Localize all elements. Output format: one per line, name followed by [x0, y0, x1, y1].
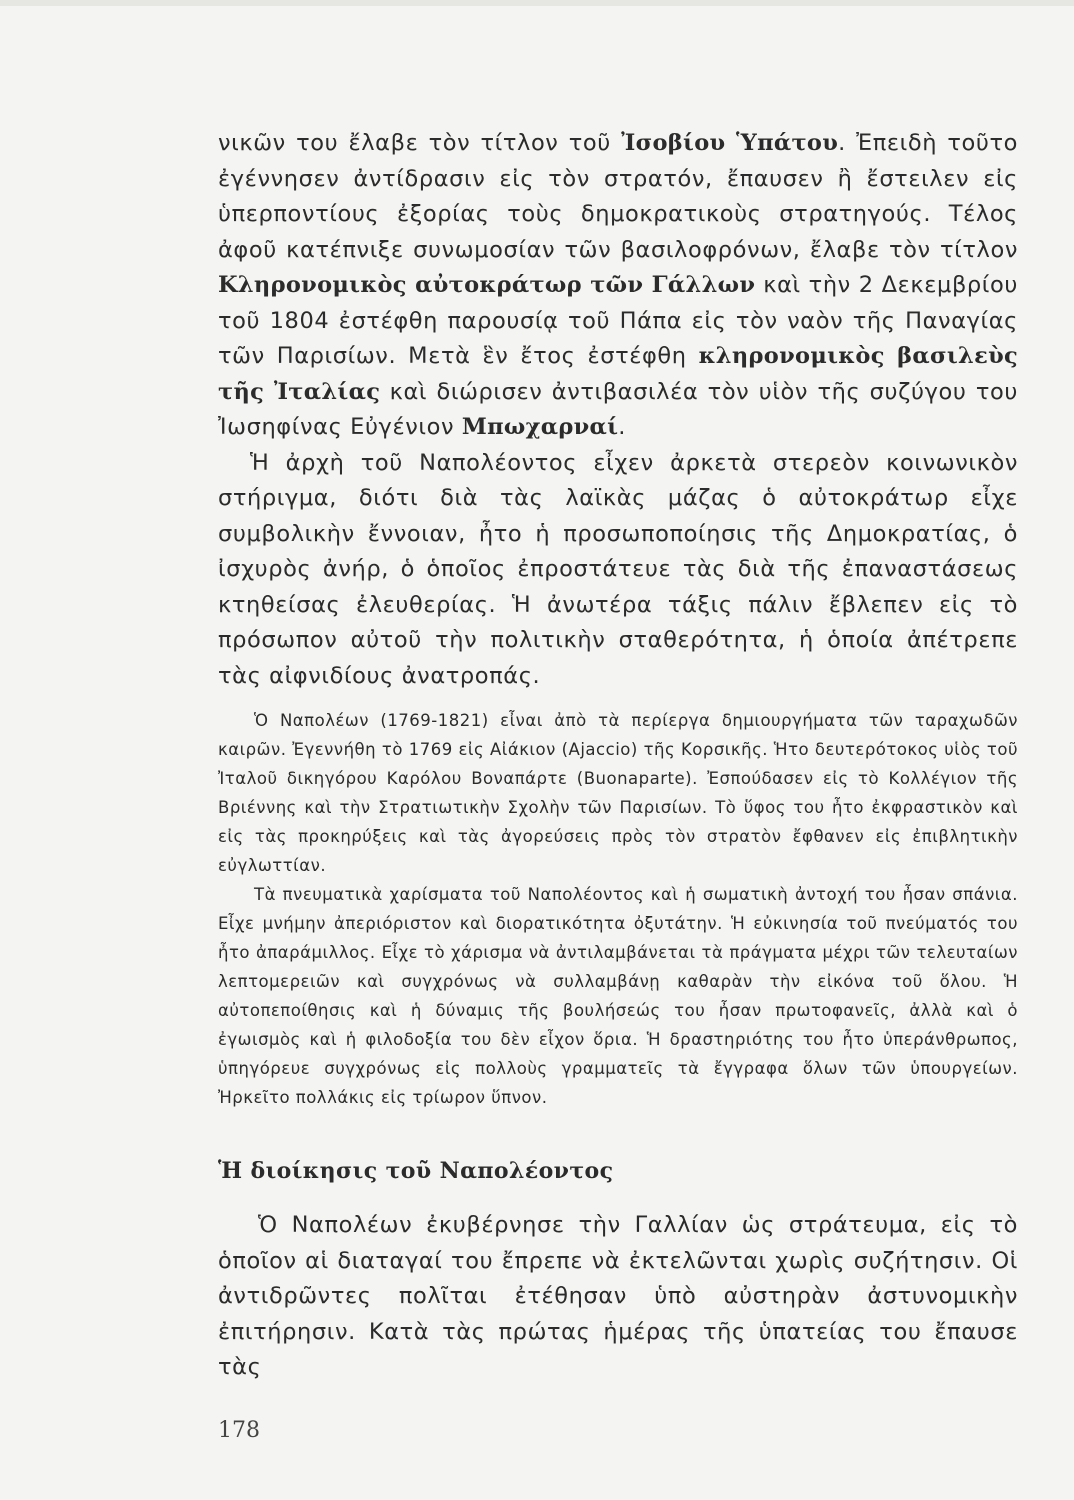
section-title: Ἡ διοίκησις τοῦ Ναπολέοντος: [218, 1158, 614, 1184]
paragraph-2: [218, 446, 1018, 695]
text-run: Ἡ ἀρχὴ τοῦ Ναπολέοντος εἶχεν ἀρκετὰ στερεὸν κοινωνικὸν στήριγμα, διότι διὰ τὰς λαϊκὰς μάζας ὁ αὐτοκράτωρ εἶχε συμβολικὴν ἔννοιαν, ἦτο ἡ προσωποποίησις τῆς Δημοκρατίας, ὁ ἰσχυρὸς ἀνήρ, ὁ ὁποῖος ἐπροστάτευε τὰς διὰ τῆς ἐπαναστάσεως κτηθείσας ἐλευθερίας. Ἡ ἀνωτέρα τάξις πάλιν ἔβλεπεν εἰς τὸ πρόσωπον αὐτοῦ τὴν πολιτικὴν σταθερότητα, ἡ ὁποία ἀπέτρεπε τὰς αἰφνιδίους ἀνατροπάς.: [218, 449, 1018, 689]
footnote-1: Ὁ Ναπολέων (1769-1821) εἶναι ἀπὸ τὰ περίεργα δημιουργήματα τῶν ταραχωδῶν καιρῶν. Ἐγεννήθη τὸ 1769 εἰς Αἰάκιον (Ajaccio) τῆς Κορσικῆς. Ἡτο δευτερότοκος υἱὸς τοῦ Ἰταλοῦ δικηγόρου Καρόλου Βοναπάρτε (Buonaparte). Ἐσπούδασεν εἰς τὸ Κολλέγιον τῆς Βριέννης καὶ τὴν Στρατιωτικὴν Σχολὴν τῶν Παρισίων. Τὸ ὕφος του ἦτο ἐκφραστικὸν καὶ εἰς τὰς προκηρύξεις καὶ τὰς ἀγορεύσεις πρὸς τὸν στρατὸν ἔφθανεν εἰς ἐπιβλητικὴν εὐγλωττίαν.: [218, 711, 1018, 875]
section-paragraph: Ὁ Ναπολέων ἐκυβέρνησε τὴν Γαλλίαν ὡς στράτευμα, εἰς τὸ ὁποῖον αἱ διαταγαί του ἔπρεπε νὰ ἐκτελῶνται χωρὶς συζήτησιν. Οἱ ἀντιδρῶντες πολῖται ἐτέθησαν ὑπὸ αὐστηρὰν ἀστυνομικὴν ἐπιτήρησιν. Κατὰ τὰς πρώτας ἡμέρας τῆς ὑπατείας του ἔπαυσε τὰς: [218, 1212, 1018, 1380]
bold-term: Ἰσοβίου Ὑπάτου: [621, 130, 839, 156]
text-run: καὶ διώρισεν ἀντιβασιλέα τὸν υἱὸν τῆς συζύγου του Ἰωσηφίνας Εὐγένιον: [218, 378, 1018, 440]
main-text: [218, 126, 1018, 694]
text-run: νικῶν του ἔλαβε τὸν τίτλον τοῦ: [218, 130, 622, 156]
section-text: [218, 1208, 1018, 1386]
text-run: καὶ τὴν 2 Δεκεμβρίου τοῦ 1804 ἐστέφθη παρουσίᾳ τοῦ Πάπα εἰς τὸν ναὸν τῆς Παναγίας τῶν Παρισίων. Μετὰ ἓν ἔτος ἐστέφθη: [218, 272, 1018, 369]
bold-term: κληρονομικὸς βασιλεὺς τῆς Ἰταλίας: [218, 343, 1018, 405]
page-number: 178: [218, 1418, 260, 1443]
footnotes: [218, 706, 1018, 1112]
footnote-2: Τὰ πνευματικὰ χαρίσματα τοῦ Ναπολέοντος καὶ ἡ σωματικὴ ἀντοχή του ἦσαν σπάνια. Εἶχε μνήμην ἀπεριόριστον καὶ διορατικότητα ὀξυτάτην. Ἡ εὐκινησία τοῦ πνεύματός του ἦτο ἀπαράμιλλος. Εἶχε τὸ χάρισμα νὰ ἀντιλαμβάνεται τὰ πράγματα μέχρι τῶν τελευταίων λεπτομερειῶν καὶ συγχρόνως νὰ συλλαμβάνῃ καθαρὰν τὴν εἰκόνα τοῦ ὅλου. Ἡ αὐτοπεποίθησις καὶ ἡ δύναμις τῆς βουλήσεώς του ἦσαν πρωτοφανεῖς, ἀλλὰ καὶ ὁ ἐγωισμὸς καὶ ἡ φιλοδοξία του δὲν εἶχον ὅρια. Ἡ δραστηριότης του ἦτο ὑπεράνθρωπος, ὑπηγόρευε συγχρόνως εἰς πολλοὺς γραμματεῖς τὰ ἔγγραφα ὅλων τῶν ὑπουργείων. Ἠρκεῖτο πολλάκις εἰς τρίωρον ὕπνον.: [218, 885, 1018, 1107]
text-run: .: [618, 414, 627, 440]
book-page: [218, 126, 1018, 1386]
bold-term: Κληρονομικὸς αὐτοκράτωρ τῶν Γάλλων: [218, 272, 756, 298]
top-edge: [0, 0, 1074, 6]
text-run: . Ἐπειδὴ τοῦτο ἐγέννησεν ἀντίδρασιν εἰς τὸν στρατόν, ἔπαυσεν ἢ ἔστειλεν εἰς ὑπερποντίους ἐξορίας τοὺς δημοκρατικοὺς στρατηγούς. Τέλος ἀφοῦ κατέπνιξε συνωμοσίαν τῶν βασιλοφρόνων, ἔλαβε τὸν τίτλον: [218, 130, 1019, 263]
paragraph-1: [218, 126, 1018, 446]
bold-term: Μπωχαρναί: [461, 414, 619, 440]
